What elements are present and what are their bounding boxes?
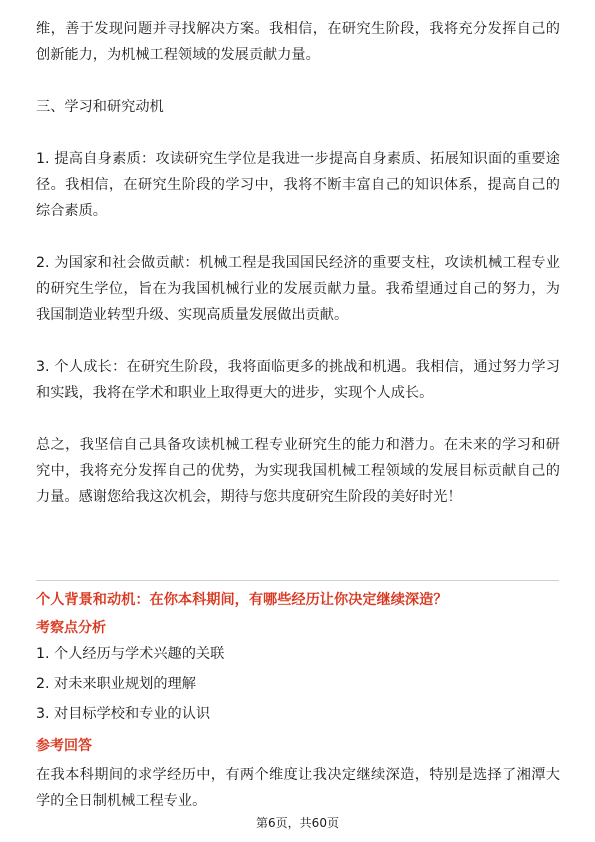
motivation-item-1: 1. 提高自身素质：攻读研究生学位是我进一步提高自身素质、拓展知识面的重要途径。我相信，在研究生阶段的学习中，我将不断丰富自己的知识体系，提高自己的综合素质。 <box>36 151 560 219</box>
answer-heading: 参考回答 <box>36 738 92 754</box>
page-number: 第6页，共60页 <box>256 816 339 830</box>
point-item-1: 1. 个人经历与学术兴趣的关联 <box>36 646 225 662</box>
paragraph-intro-tail: 维，善于发现问题并寻找解决方案。我相信，在研究生阶段，我将充分发挥自己的创新能力，为机械工程领域的发展贡献力量。 <box>36 21 560 63</box>
motivation-item-3: 3. 个人成长：在研究生阶段，我将面临更多的挑战和机遇。我相信，通过努力学习和实践，我将在学术和职业上取得更大的进步，实现个人成长。 <box>36 359 560 401</box>
point-item-2: 2. 对未来职业规划的理解 <box>36 676 196 692</box>
section-heading-3: 三、学习和研究动机 <box>36 99 164 115</box>
motivation-item-2: 2. 为国家和社会做贡献：机械工程是我国国民经济的重要支柱，攻读机械工程专业的研究生学位，旨在为我国机械行业的发展贡献力量。我希望通过自己的努力，为我国制造业转型升级、实现高质量发展做出贡献。 <box>36 255 560 323</box>
section-divider <box>36 580 559 581</box>
interview-question: 个人背景和动机：在你本科期间，有哪些经历让你决定继续深造？ <box>36 592 448 608</box>
reference-answer: 在我本科期间的求学经历中，有两个维度让我决定继续深造，特别是选择了湘潭大学的全日制机械工程专业。 <box>36 767 560 809</box>
points-heading: 考察点分析 <box>36 620 106 636</box>
summary-paragraph: 总之，我坚信自己具备攻读机械工程专业研究生的能力和潜力。在未来的学习和研究中，我将充分发挥自己的优势，为实现我国机械工程领域的发展目标贡献自己的力量。感谢您给我这次机会，期待与您共度研究生阶段的美好时光！ <box>36 437 560 505</box>
document-body <box>36 16 560 510</box>
point-item-3: 3. 对目标学校和专业的认识 <box>36 706 211 722</box>
